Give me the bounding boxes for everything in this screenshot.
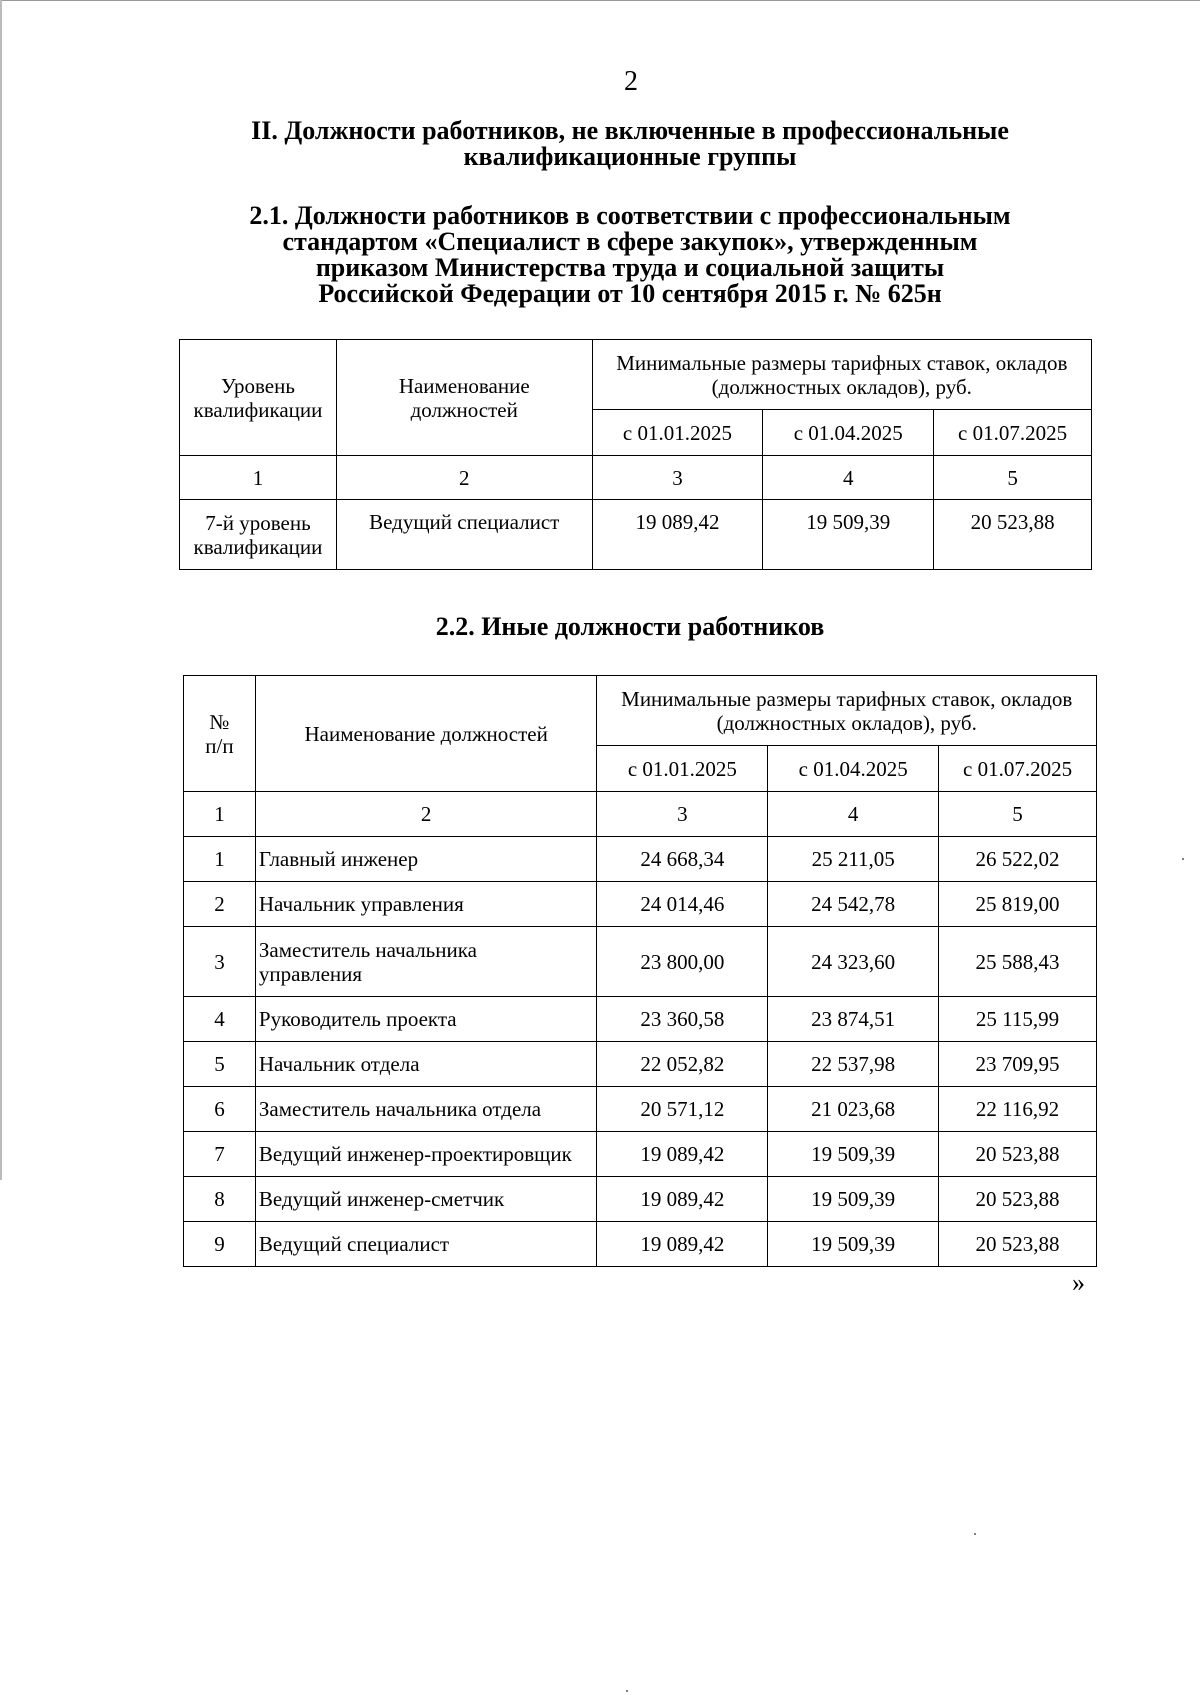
row-number-cell: 9: [184, 1222, 256, 1267]
rate-cell: 23 709,95: [939, 1042, 1097, 1087]
rate-cell: 24 014,46: [597, 882, 768, 927]
scan-speck: [1182, 858, 1184, 860]
table-row: [184, 1177, 1097, 1222]
header-date: с 01.04.2025: [763, 410, 934, 456]
row-number-cell: 4: [184, 997, 256, 1042]
qualification-level-cell: 7-й уровень квалификации: [180, 500, 337, 570]
rate-cell: 24 668,34: [597, 837, 768, 882]
table-row: [184, 837, 1097, 882]
row-number-cell: 7: [184, 1132, 256, 1177]
table-row: [184, 1087, 1097, 1132]
position-line: Ведущий инженер-проектировщик: [258, 1142, 572, 1166]
position-line: Главный инженер: [258, 847, 419, 871]
header-date: с 01.07.2025: [934, 410, 1092, 456]
table-row: [184, 882, 1097, 927]
header-qualification-level: Уровень квалификации: [180, 340, 337, 456]
subsection-1-title: [180, 203, 1080, 307]
table-row: [184, 1042, 1097, 1087]
rate-cell: 23 800,00: [597, 927, 768, 997]
rate-cell: 19 089,42: [597, 1132, 768, 1177]
rate-cell: 24 323,60: [768, 927, 939, 997]
header-row-number: № п/п: [184, 676, 256, 792]
rate-cell: 22 537,98: [768, 1042, 939, 1087]
header-date: с 01.07.2025: [939, 746, 1097, 792]
closing-quote-mark: »: [1072, 1268, 1085, 1297]
header-position-name: Наименование должностей: [255, 676, 597, 792]
scan-edge-left: [0, 0, 2, 1180]
rate-cell: 23 360,58: [597, 997, 768, 1042]
rate-cell: 24 542,78: [768, 882, 939, 927]
rate-cell: 20 523,88: [939, 1177, 1097, 1222]
column-number-row: 1 2 3 4 5: [184, 792, 1097, 837]
table-row: [184, 927, 1097, 997]
rate-cell: 19 509,39: [768, 1222, 939, 1267]
position-line: Ведущий специалист: [258, 1232, 450, 1256]
rate-cell: 25 588,43: [939, 927, 1097, 997]
subsection-1-title-line: Российской Федерации от 10 сентября 2015 г. № 625н: [318, 279, 942, 308]
header-date: с 01.01.2025: [592, 410, 763, 456]
position-cell: [255, 1087, 597, 1132]
rate-cell: 19 509,39: [768, 1132, 939, 1177]
table-qualification-positions: [179, 339, 1092, 570]
row-number-cell: 2: [184, 882, 256, 927]
table-row: [184, 1222, 1097, 1267]
rate-cell: 23 874,51: [768, 997, 939, 1042]
table-row: [184, 997, 1097, 1042]
row-number-cell: 8: [184, 1177, 256, 1222]
row-number-cell: 1: [184, 837, 256, 882]
position-cell: [255, 882, 597, 927]
header-min-rates: Минимальные размеры тарифных ставок, окладов (должностных окладов), руб.: [592, 340, 1091, 410]
position-line: Начальник управления: [258, 892, 464, 916]
rate-cell: 19 509,39: [768, 1177, 939, 1222]
rate-cell: 20 523,88: [939, 1222, 1097, 1267]
header-min-rates: Минимальные размеры тарифных ставок, окладов (должностных окладов), руб.: [597, 676, 1097, 746]
position-line: Заместитель начальника отдела: [258, 1097, 542, 1121]
rate-cell: 26 522,02: [939, 837, 1097, 882]
column-number-row: 1 2 3 4 5: [180, 456, 1092, 500]
rate-cell: 20 523,88: [939, 1132, 1097, 1177]
header-date: с 01.04.2025: [768, 746, 939, 792]
rate-cell: 20 571,12: [597, 1087, 768, 1132]
row-number-cell: 6: [184, 1087, 256, 1132]
scan-edge-top: [0, 0, 1200, 1]
rate-cell: 19 509,39: [763, 500, 934, 570]
rate-cell: 25 211,05: [768, 837, 939, 882]
table-other-positions: [183, 675, 1097, 1267]
rate-cell: 20 523,88: [934, 500, 1092, 570]
rate-cell: 19 089,42: [597, 1222, 768, 1267]
table-row: [180, 500, 1092, 570]
position-cell: [255, 997, 597, 1042]
position-line: Ведущий инженер-сметчик: [258, 1187, 505, 1211]
rate-cell: 19 089,42: [597, 1177, 768, 1222]
position-line: управления: [258, 961, 363, 986]
position-cell: [255, 1042, 597, 1087]
section-title-line: II. Должности работников, не включенные в профессиональные: [251, 116, 1009, 145]
table-row: [184, 1132, 1097, 1177]
scan-speck: [974, 1533, 976, 1535]
position-cell: [255, 1132, 597, 1177]
position-cell: [255, 837, 597, 882]
row-number-cell: 5: [184, 1042, 256, 1087]
rate-cell: 22 116,92: [939, 1087, 1097, 1132]
position-line: Руководитель проекта: [258, 1007, 457, 1031]
position-cell: [255, 1222, 597, 1267]
rate-cell: 21 023,68: [768, 1087, 939, 1132]
position-line: Начальник отдела: [258, 1052, 420, 1076]
rate-cell: 22 052,82: [597, 1042, 768, 1087]
position-cell: Ведущий специалист: [336, 500, 592, 570]
rate-cell: 19 089,42: [592, 500, 763, 570]
header-date: с 01.01.2025: [597, 746, 768, 792]
scan-speck: [626, 1690, 628, 1692]
table-body: [184, 837, 1097, 1267]
subsection-2-title: 2.2. Иные должности работников: [435, 612, 825, 641]
rate-cell: 25 819,00: [939, 882, 1097, 927]
page-number: 2: [624, 66, 638, 97]
position-cell: [255, 1177, 597, 1222]
row-number-cell: 3: [184, 927, 256, 997]
subsection-1-title-line: стандартом «Специалист в сфере закупок», утвержденным: [282, 227, 978, 256]
position-line: Заместитель начальника: [258, 937, 477, 962]
subsection-1-title-line: приказом Министерства труда и социальной защиты: [315, 253, 945, 282]
header-position-name: Наименование должностей: [336, 340, 592, 456]
section-title: [180, 118, 1080, 170]
position-cell: [255, 927, 597, 997]
section-title-line: квалификационные группы: [463, 142, 797, 171]
rate-cell: 25 115,99: [939, 997, 1097, 1042]
subsection-1-title-line: 2.1. Должности работников в соответствии с профессиональным: [249, 201, 1011, 230]
